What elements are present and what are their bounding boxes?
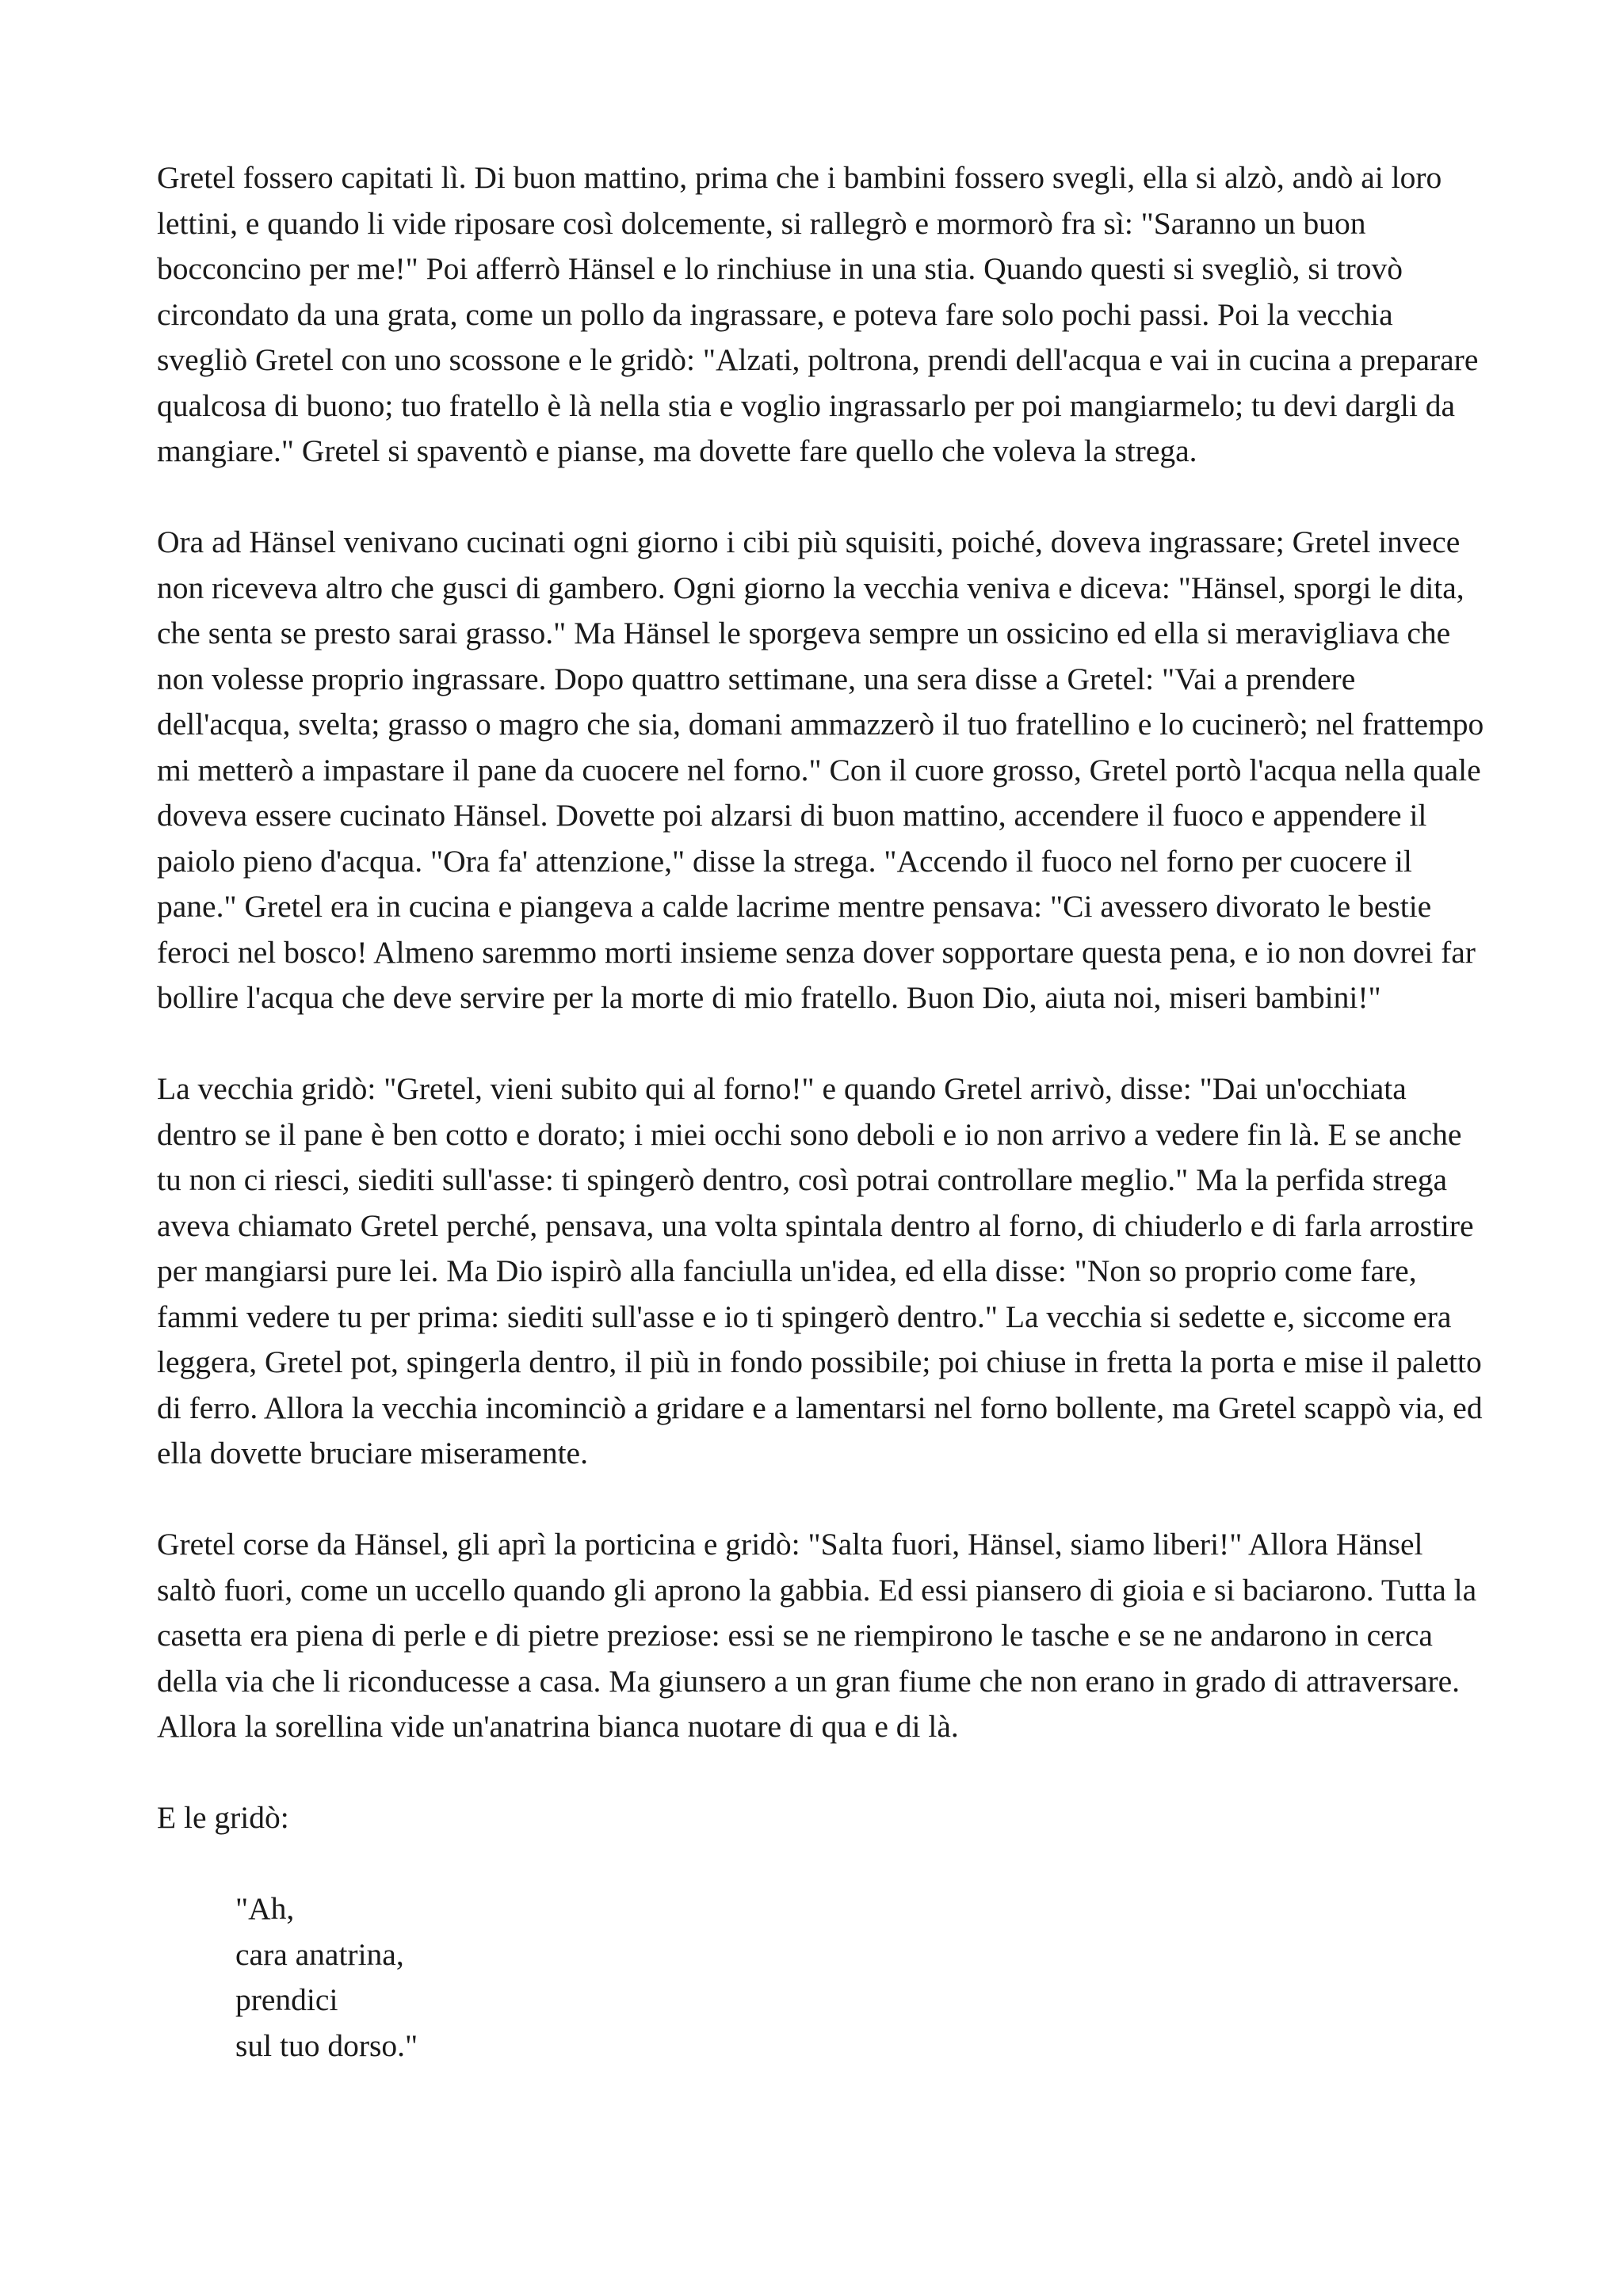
poem-line-4: sul tuo dorso." <box>235 2027 418 2063</box>
poem-block <box>157 1886 1488 2069</box>
poem-line-3: prendici <box>235 1982 338 2017</box>
paragraph-2: Ora ad Hänsel venivano cucinati ogni giorno i cibi più squisiti, poiché, doveva ingrassare; Gretel invece non riceveva altro che gusci di gambero. Ogni giorno la vecchia veniva e diceva: "Hänsel, sporgi le dita, che senta se presto sarai grasso." Ma Hänsel le sporgeva sempre un ossicino ed ella si meravigliava che non volesse proprio ingrassare. Dopo quattro settimane, una sera disse a Gretel: "Vai a prendere dell'acqua, svelta; grasso o magro che sia, domani ammazzerò il tuo fratellino e lo cucinerò; nel frattempo mi metterò a impastare il pane da cuocere nel forno." Con il cuore grosso, Gretel portò l'acqua nella quale doveva essere cucinato Hänsel. Dovette poi alzarsi di buon mattino, accendere il fuoco e appendere il paiolo pieno d'acqua. "Ora fa' attenzione," disse la strega. "Accendo il fuoco nel forno per cuocere il pane." Gretel era in cucina e piangeva a calde lacrime mentre pensava: "Ci avessero divorato le bestie feroci nel bosco! Almeno saremmo morti insieme senza dover sopportare questa pena, e io non dovrei far bollire l'acqua che deve servire per la morte di mio fratello. Buon Dio, aiuta noi, miseri bambini!" <box>157 524 1484 1015</box>
paragraph-5: E le gridò: <box>157 1800 289 1835</box>
paragraph-4: Gretel corse da Hänsel, gli aprì la porticina e gridò: "Salta fuori, Hänsel, siamo liberi!" Allora Hänsel saltò fuori, come un uccello quando gli aprono la gabbia. Ed essi piansero di gioia e si baciarono. Tutta la casetta era piena di perle e di pietre preziose: essi se ne riempirono le tasche e se ne andarono in cerca della via che li riconducesse a casa. Ma giunsero a un gran fiume che non erano in grado di attraversare. Allora la sorellina vide un'anatrina bianca nuotare di qua e di là. <box>157 1527 1477 1744</box>
paragraph-1: Gretel fossero capitati lì. Di buon mattino, prima che i bambini fossero svegli, ella si alzò, andò ai loro lettini, e quando li vide riposare così dolcemente, si rallegrò e mormorò fra sì: "Saranno un buon bocconcino per me!" Poi afferrò Hänsel e lo rinchiuse in una stia. Quando questi si svegliò, si trovò circondato da una grata, come un pollo da ingrassare, e poteva fare solo pochi passi. Poi la vecchia svegliò Gretel con uno scossone e le gridò: "Alzati, poltrona, prendi dell'acqua e vai in cucina a preparare qualcosa di buono; tuo fratello è là nella stia e voglio ingrassarlo per poi mangiarmelo; tu devi dargli da mangiare." Gretel si spaventò e pianse, ma dovette fare quello che voleva la strega. <box>157 160 1479 468</box>
poem-line-2: cara anatrina, <box>235 1936 404 1972</box>
paragraph-3: La vecchia gridò: "Gretel, vieni subito qui al forno!" e quando Gretel arrivò, disse: "Dai un'occhiata dentro se il pane è ben cotto e dorato; i miei occhi sono deboli e io non arrivo a vedere fin là. E se anche tu non ci riesci, siediti sull'asse: ti spingerò dentro, così potrai controllare meglio." Ma la perfida strega aveva chiamato Gretel perché, pensava, una volta spintala dentro al forno, di chiuderlo e di farla arrostire per mangiarsi pure lei. Ma Dio ispirò alla fanciulla un'idea, ed ella disse: "Non so proprio come fare, fammi vedere tu per prima: siediti sull'asse e io ti spingerò dentro." La vecchia si sedette e, siccome era leggera, Gretel pot, spingerla dentro, il più in fondo possibile; poi chiuse in fretta la porta e mise il paletto di ferro. Allora la vecchia incominciò a gridare e a lamentarsi nel forno bollente, ma Gretel scappò via, ed ella dovette bruciare miseramente. <box>157 1071 1483 1470</box>
document-body <box>157 155 1488 2069</box>
poem-line-1: "Ah, <box>235 1891 295 1926</box>
